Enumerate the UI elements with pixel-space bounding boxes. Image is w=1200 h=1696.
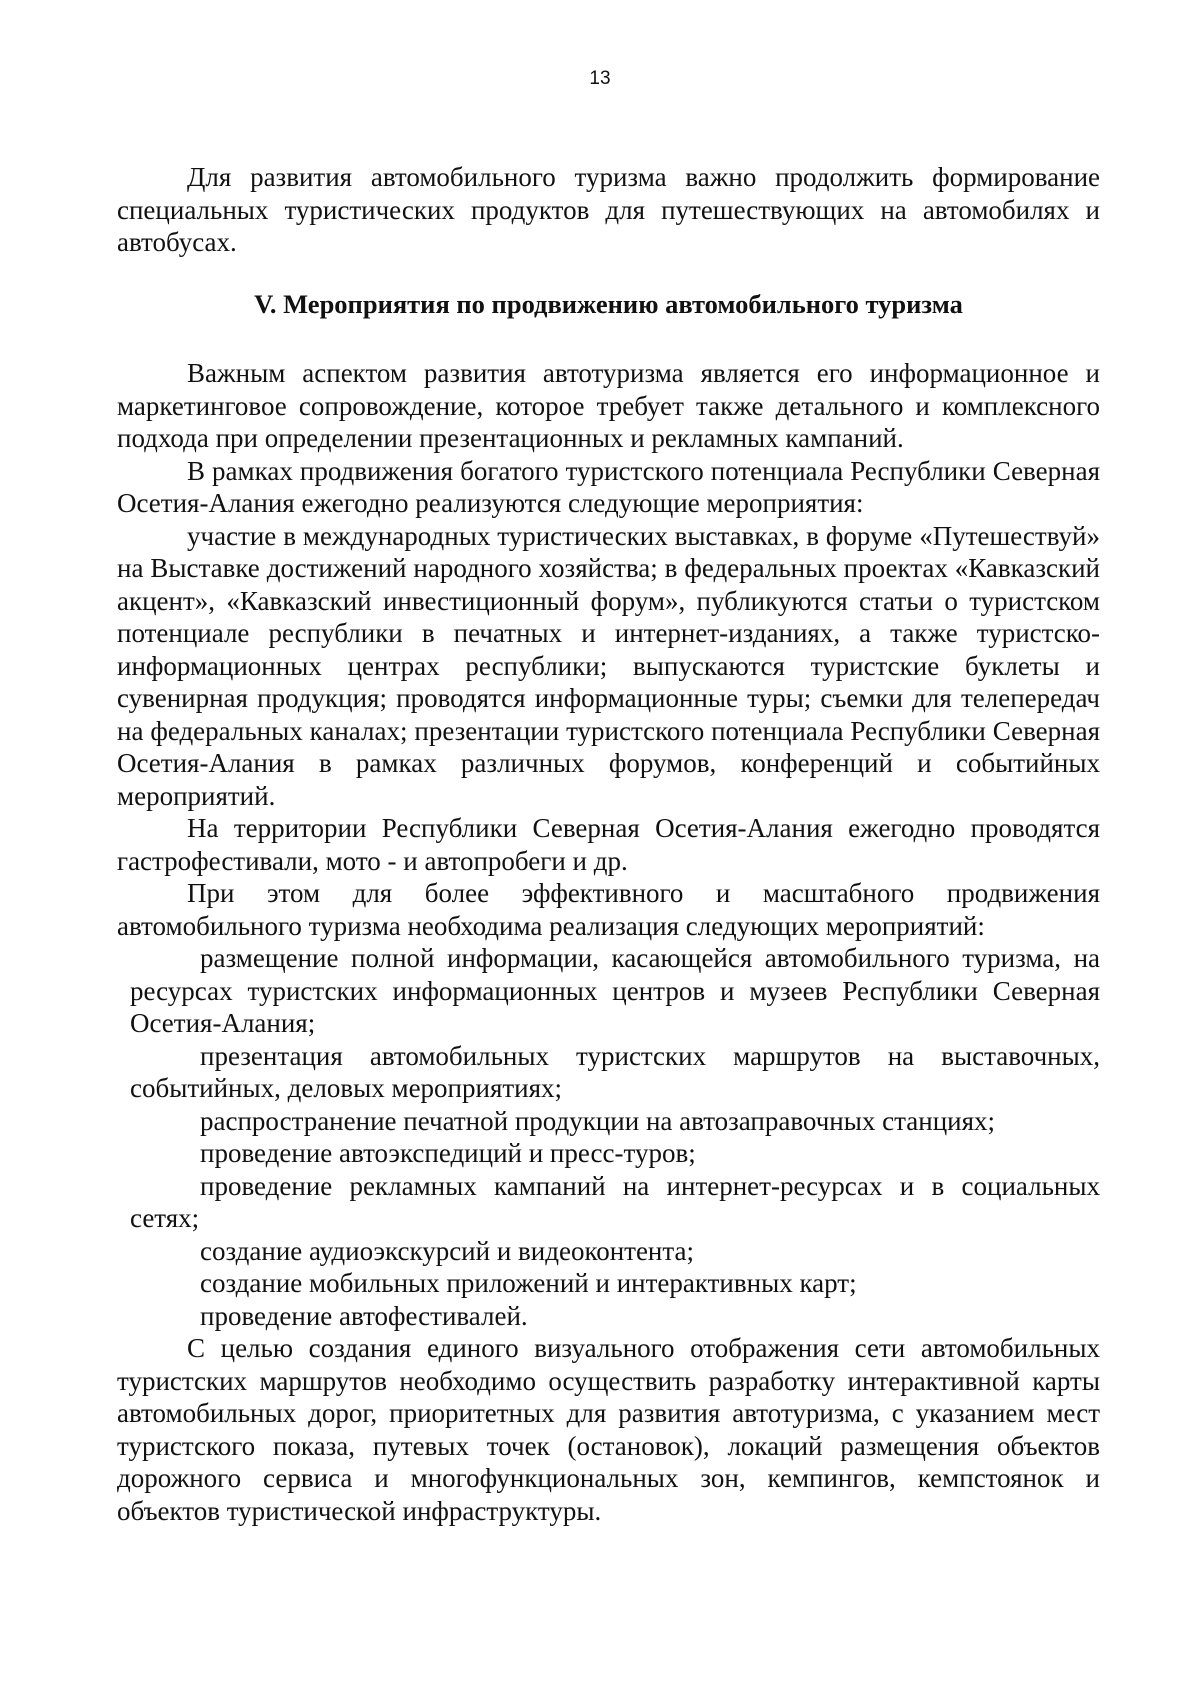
measures-list [117,942,1100,1332]
measure-item: презентация автомобильных туристских маршрутов на выставочных, событийных, деловых мероприятиях; [130,1040,1100,1103]
paragraph-annual-events-intro: В рамках продвижения богатого туристского потенциала Республики Северная Осетия-Алания ежегодно реализуются следующие мероприятия: [117,455,1100,518]
measure-item: распространение печатной продукции на автозаправочных станциях; [200,1105,996,1136]
measure-item: проведение рекламных кампаний на интернет-ресурсах и в социальных сетях; [130,1170,1100,1233]
intro-paragraph: Для развития автомобильного туризма важно продолжить формирование специальных туристических продуктов для путешествующих на автомобилях и автобусах. [117,162,1100,257]
paragraph-festivals: На территории Республики Северная Осетия-Алания ежегодно проводятся гастрофестивали, мото - и автопробеги и др. [117,813,1100,876]
intro-section [117,161,1100,259]
paragraph-measures-intro: При этом для более эффективного и масштабного продвижения автомобильного туризма необходима реализация следующих мероприятий: [117,878,1100,941]
page-number: 13 [589,68,611,89]
measure-item: создание аудиоэкскурсий и видеоконтента; [200,1235,694,1266]
measure-item: проведение автофестивалей. [200,1300,528,1331]
measure-item: размещение полной информации, касающейся автомобильного туризма, на ресурсах туристских информационных центров и музеев Республики Северная Осетия-Алания; [130,943,1100,1038]
paragraph-information-support: Важным аспектом развития автотуризма является его информационное и маркетинговое сопровождение, которое требует также детального и комплексного подхода при определении презентационных и рекламных кампаний. [117,358,1100,453]
section-heading: V. Мероприятия по продвижению автомобильного туризма [254,289,963,319]
closing-paragraph: С целью создания единого визуального отображения сети автомобильных туристских маршрутов необходимо осуществить разработку интерактивной карты автомобильных дорог, приоритетных для развития автотуризма, с указанием мест туристского показа, путевых точек (остановок), локаций размещения объектов дорожного сервиса и многофункциональных зон, кемпингов, кемпстоянок и объектов туристической инфраструктуры. [117,1333,1100,1526]
paragraph-annual-events-list: участие в международных туристических выставках, в форуме «Путешествуй» на Выставке достижений народного хозяйства; в федеральных проектах «Кавказский акцент», «Кавказский инвестиционный форум», публикуются статьи о туристском потенциале республики в печатных и интернет-изданиях, а также туристско-информационных центрах республики; выпускаются туристские буклеты и сувенирная продукция; проводятся информационные туры; съемки для телепередач на федеральных каналах; презентации туристского потенциала Республики Северная Осетия-Алания в рамках различных форумов, конференций и событийных мероприятий. [117,520,1100,811]
main-section [117,357,1100,1527]
measure-item: создание мобильных приложений и интерактивных карт; [200,1268,857,1298]
measure-item: проведение автоэкспедиций и пресс-туров; [200,1138,696,1168]
